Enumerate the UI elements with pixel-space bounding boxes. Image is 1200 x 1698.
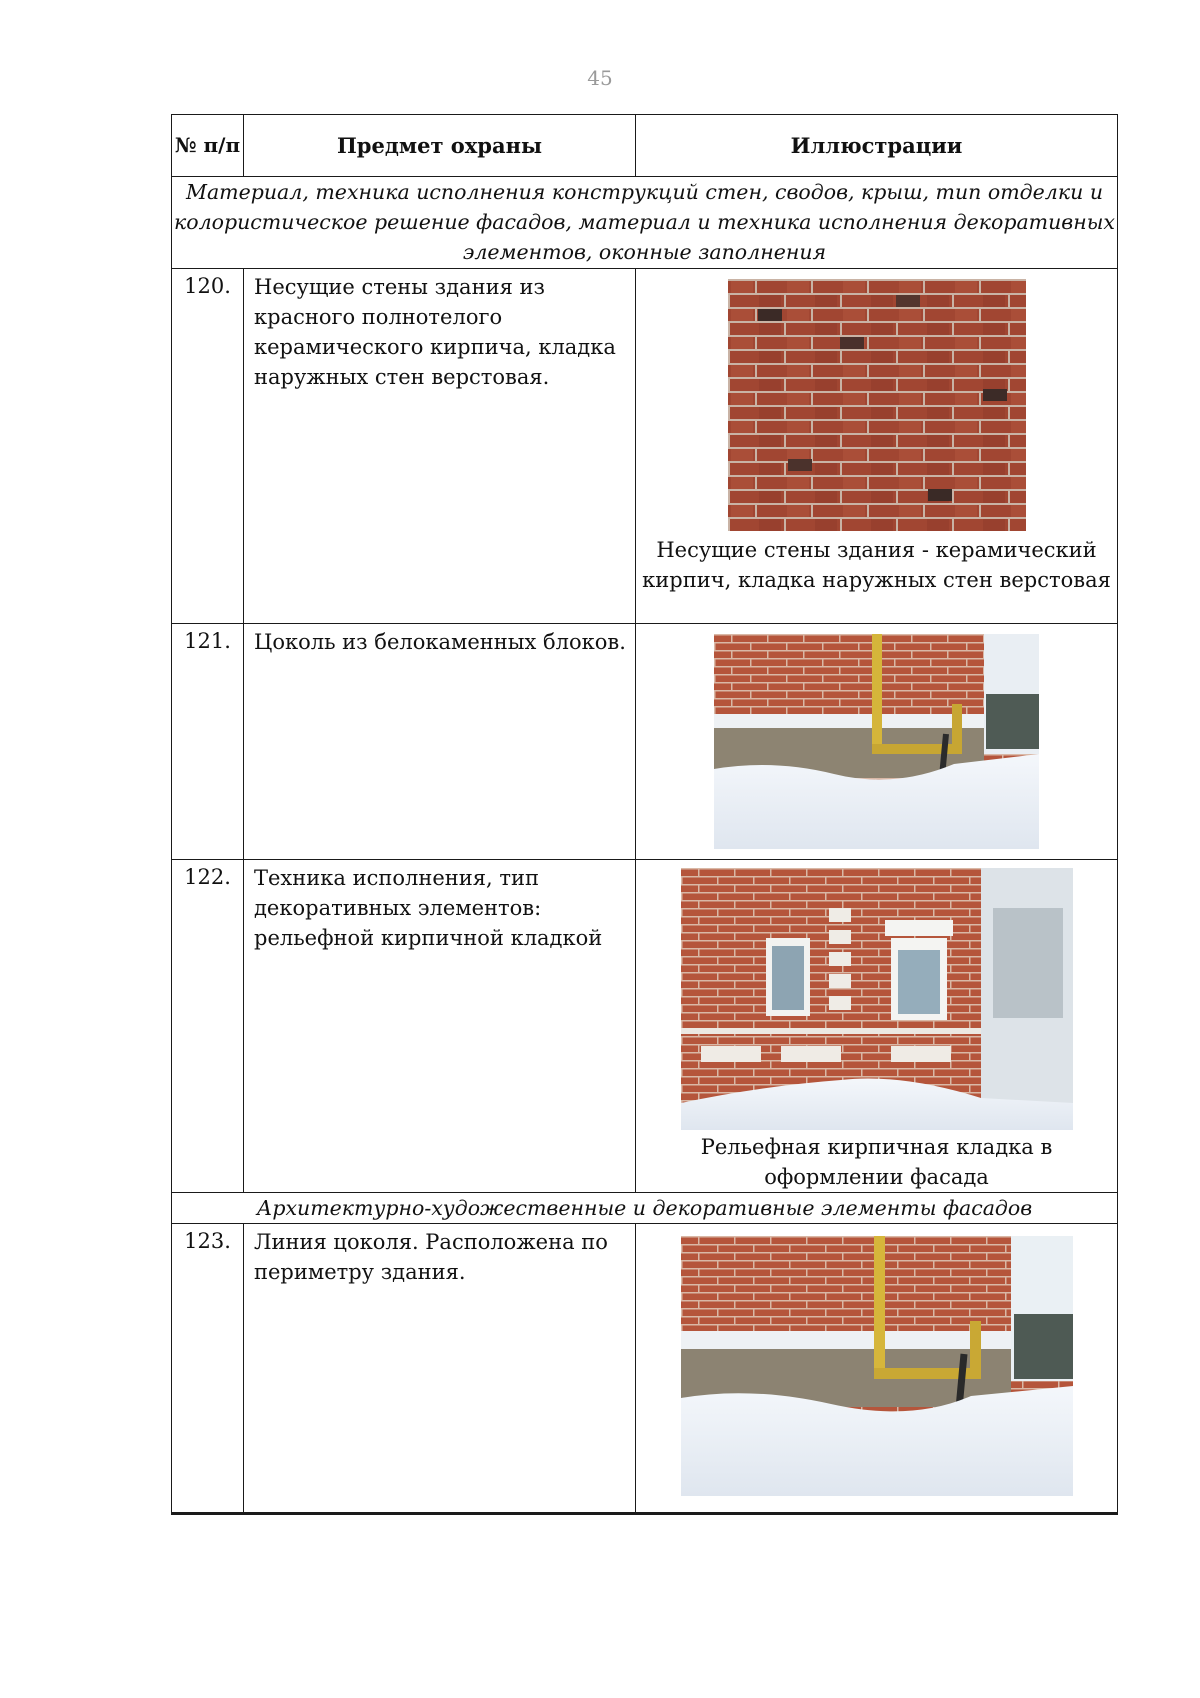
plinth-line-photo — [681, 1236, 1073, 1496]
row-number: 120. — [172, 269, 244, 624]
page-number: 45 — [587, 66, 613, 90]
header-subject: Предмет охраны — [244, 115, 636, 177]
row-subject: Техника исполнения, тип декоративных элементов: рельефной кирпичной кладкой — [244, 860, 636, 1193]
row-illustration — [636, 624, 1118, 860]
section-heading: Архитектурно-художественные и декоративные элементы фасадов — [172, 1193, 1118, 1224]
section-row — [172, 177, 1118, 269]
section-row — [172, 1193, 1118, 1224]
table-row — [172, 860, 1118, 1193]
row-subject: Цоколь из белокаменных блоков. — [244, 624, 636, 860]
row-subject: Линия цоколя. Расположена по периметру здания. — [244, 1224, 636, 1514]
row-illustration — [636, 1224, 1118, 1514]
section-heading: Материал, техника исполнения конструкций стен, сводов, крыш, тип отделки и колористическое решение фасадов, материал и техника исполнения декоративных элементов, оконные заполнения — [172, 177, 1118, 269]
photo-caption: Рельефная кирпичная кладка в оформлении фасада — [700, 1135, 1053, 1189]
brick-wall-photo — [728, 279, 1026, 531]
photo-caption: Несущие стены здания - керамический кирпич, кладка наружных стен верстовая — [642, 538, 1111, 592]
plinth-photo — [714, 634, 1039, 849]
row-illustration — [636, 860, 1118, 1193]
header-illustrations: Иллюстрации — [636, 115, 1118, 177]
row-number: 121. — [172, 624, 244, 860]
heritage-protection-table — [171, 114, 1118, 1515]
facade-photo — [681, 868, 1073, 1130]
table-row — [172, 624, 1118, 860]
row-subject: Несущие стены здания из красного полнотелого керамического кирпича, кладка наружных стен верстовая. — [244, 269, 636, 624]
table-header-row — [172, 115, 1118, 177]
table-row — [172, 269, 1118, 624]
row-number: 122. — [172, 860, 244, 1193]
row-number: 123. — [172, 1224, 244, 1514]
table-row — [172, 1224, 1118, 1514]
row-illustration — [636, 269, 1118, 624]
header-number: № п/п — [172, 115, 244, 177]
